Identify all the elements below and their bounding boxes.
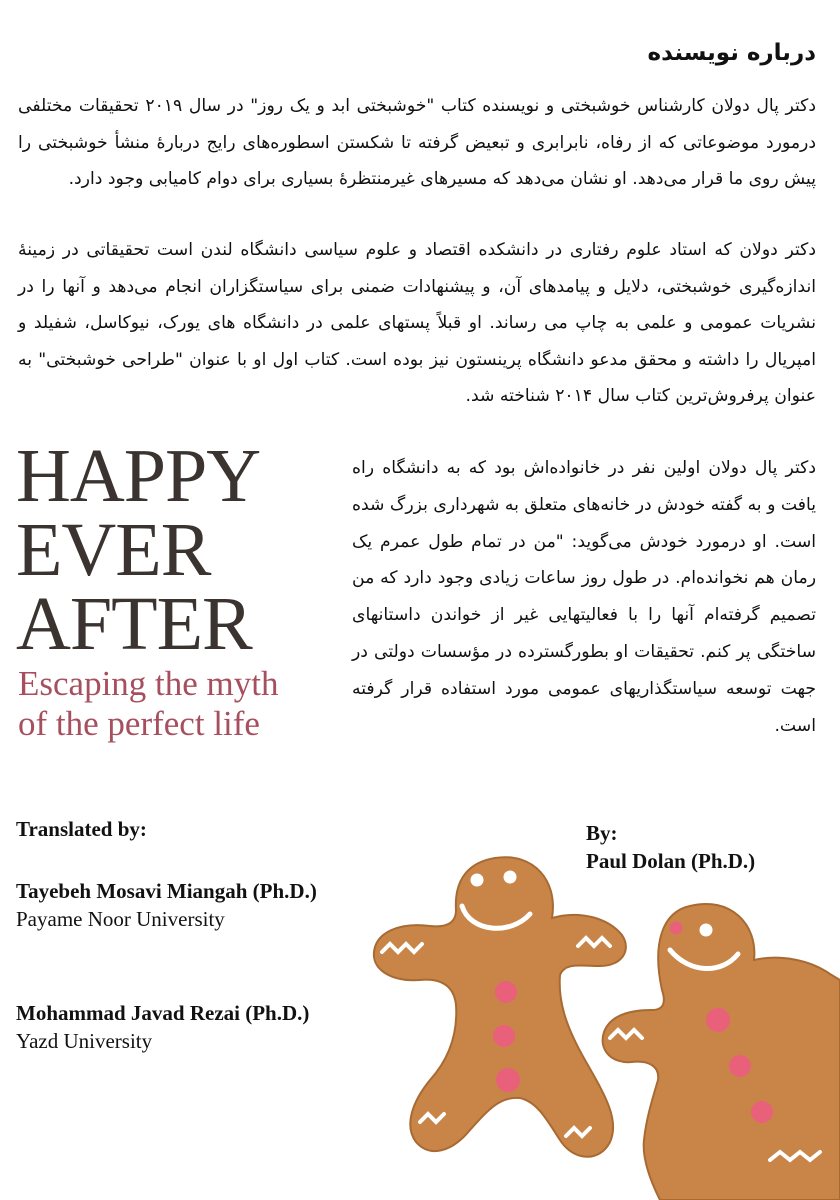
book-title-line-1: HAPPY	[16, 434, 261, 518]
about-author-heading: درباره نویسنده	[647, 40, 816, 66]
gingerbread-man-right	[603, 904, 840, 1200]
translator-1-name: Tayebeh Mosavi Miangah (Ph.D.)	[16, 879, 317, 903]
translator-2-affiliation: Yazd University	[16, 1029, 153, 1053]
book-subtitle-line-2: of the perfect life	[18, 704, 260, 743]
translator-1-affiliation: Payame Noor University	[16, 907, 225, 931]
author-name: Paul Dolan (Ph.D.)	[586, 849, 756, 873]
gingerbread-cookies-image	[360, 840, 840, 1200]
book-title-line-3: AFTER	[16, 582, 252, 666]
translator-2-name: Mohammad Javad Rezai (Ph.D.)	[16, 1001, 310, 1025]
gingerbread-man-left	[374, 857, 626, 1157]
bio-paragraph-2: دکتر دولان که استاد علوم رفتاری در دانشکده اقتصاد و علوم سیاسی دانشگاه لندن است تحقیقاتی در زمینهٔ اندازه‌گیری خوشبختی، دلایل و پیامدهای آن، و پیشنهادات ضمنی برای سیاستگزاران انجام می‌دهد و آنها را در نشریات عمومی و علمی به چاپ می رساند. او قبلاً پستهای علمی در دانشگاه های یورک، نیوکاسل، شفیلد و امپریال را داشته و محقق مدعو دانشگاه پرینستون نیز بوده است. کتاب اول او با عنوان "طراحی خوشبختی" به عنوان پرفروش‌ترین کتاب سال ۲۰۱۴ شناخته شد.	[18, 240, 816, 406]
book-subtitle-line-1: Escaping the myth	[18, 664, 279, 703]
translated-by-label: Translated by:	[16, 817, 147, 841]
by-label: By:	[586, 821, 618, 845]
bio-paragraph-1: دکتر پال دولان کارشناس خوشبختی و نویسنده کتاب "خوشبختی ابد و یک روز" در سال ۲۰۱۹ تحقیقات مختلفی درمورد موضوعاتی که از رفاه، نابرابری و تبعیض گرفته تا شکستن اسطوره‌های رایج دربارهٔ منشأ خوشبختی را پیش روی ما قرار می‌دهد. او نشان می‌دهد که مسیرهای غیرمنتظرهٔ بسیاری برای دوام کامیابی وجود دارد.	[18, 96, 816, 189]
bio-paragraph-3: دکتر پال دولان اولین نفر در خانواده‌اش بود که به دانشگاه راه یافت و به گفته خودش در خانه‌های متعلق به شهرداری بزرگ شده است. او درمورد خودش می‌گوید: "من در تمام طول عمرم یک رمان هم نخوانده‌ام. در طول روز ساعات زیادی وجود دارد که من تصمیم گرفته‌ام آنها را با فعالیتهایی غیر از خواندن داستانهای ساختگی پر کنم. تحقیقات او بطورگسترده در مؤسسات دولتی در جهت توسعه سیاستگذاریهای عمومی مورد استفاده قرار گرفته است.	[352, 458, 816, 736]
book-title-line-2: EVER	[16, 508, 211, 592]
